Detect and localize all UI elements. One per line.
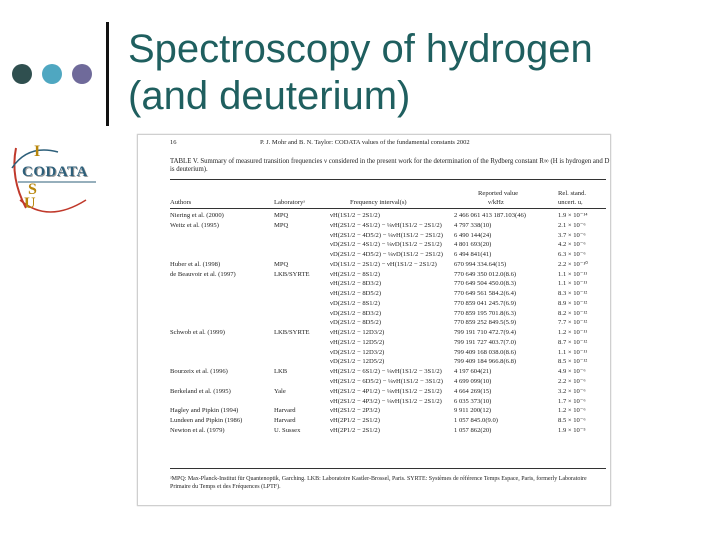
cell-value: 4 197 604(21) <box>454 368 492 376</box>
cell-value: 799 191 727 403.7(7.0) <box>454 338 517 346</box>
table-row <box>170 211 606 221</box>
cell-laboratory: LKB/SYRTE <box>274 270 310 278</box>
cell-authors: Niering et al. (2000) <box>170 212 224 219</box>
table-row <box>170 377 606 387</box>
cell-uncertainty: 8.9 × 10⁻¹² <box>558 299 588 307</box>
cell-frequency: νD(2S1/2 − 4S1/2) − ¼νD(1S1/2 − 2S1/2) <box>330 241 442 249</box>
table-row <box>170 426 606 436</box>
cell-frequency: νD(2S1/2 − 4D5/2) − ¼νD(1S1/2 − 2S1/2) <box>330 251 443 259</box>
cell-value: 1 057 845.0(9.0) <box>454 417 498 425</box>
cell-value: 6 494 841(41) <box>454 251 492 259</box>
cell-value: 670 994 334.64(15) <box>454 260 507 268</box>
cell-laboratory: MPQ <box>274 221 289 229</box>
table-bottom-rule <box>170 468 606 469</box>
table-caption: TABLE V. Summary of measured transition frequencies ν considered in the present work for the determination of the Rydberg constant R∞ (H is hydrogen and D is deuterium). <box>170 158 610 174</box>
header-uncert-line2: uncert. uᵣ <box>558 199 583 206</box>
cell-authors: Lundeen and Pipkin (1986) <box>170 417 243 425</box>
cell-value: 4 797 338(10) <box>454 221 492 229</box>
cell-authors: Hagley and Pipkin (1994) <box>170 407 239 415</box>
table-row <box>170 270 606 280</box>
cell-frequency: νD(2S1/2 − 8D3/2) <box>330 309 382 317</box>
cell-value: 9 911 200(12) <box>454 407 492 415</box>
header-laboratory: Laboratoryᵃ <box>274 199 306 206</box>
cell-uncertainty: 7.7 × 10⁻¹² <box>558 319 588 327</box>
cell-authors: Newton et al. (1979) <box>170 426 225 434</box>
cell-uncertainty: 1.7 × 10⁻⁶ <box>558 397 586 405</box>
table-row <box>170 221 606 231</box>
cell-value: 6 035 373(10) <box>454 397 492 405</box>
header-value-line1: Reported value <box>478 190 519 197</box>
cell-authors: Huber et al. (1998) <box>170 260 221 268</box>
logo-letter-u: U <box>24 195 36 212</box>
cell-laboratory: MPQ <box>274 212 289 219</box>
cell-laboratory: LKB/SYRTE <box>274 329 310 337</box>
dot-dark <box>12 64 32 84</box>
cell-uncertainty: 4.2 × 10⁻⁶ <box>558 241 586 249</box>
cell-value: 770 649 561 584.2(6.4) <box>454 290 517 298</box>
cell-value: 799 409 184 966.8(6.8) <box>454 358 517 366</box>
cell-authors: Bourzeix et al. (1996) <box>170 368 228 376</box>
table-row <box>170 348 606 358</box>
cell-uncertainty: 8.3 × 10⁻¹² <box>558 290 588 298</box>
table-row <box>170 299 606 309</box>
cell-frequency: νD(2S1/2 − 12D5/2) <box>330 358 385 366</box>
cell-uncertainty: 3.2 × 10⁻⁶ <box>558 387 586 395</box>
table-row <box>170 328 606 338</box>
cell-laboratory: Yale <box>274 387 286 395</box>
dot-teal <box>42 64 62 84</box>
cell-frequency: νH(2P1/2 − 2S1/2) <box>330 426 380 434</box>
cell-frequency: νH(2S1/2 − 12D3/2) <box>330 329 385 337</box>
cell-laboratory: LKB <box>274 368 288 376</box>
cell-value: 770 649 350 012.0(8.6) <box>454 270 517 278</box>
header-uncert-line1: Rel. stand. <box>558 190 587 197</box>
paper-page <box>137 134 611 506</box>
header-frequency: Frequency interval(s) <box>350 199 407 206</box>
table-row <box>170 250 606 260</box>
cell-uncertainty: 1.9 × 10⁻⁵ <box>558 426 586 434</box>
table-row <box>170 416 606 426</box>
cell-frequency: νH(2S1/2 − 2P3/2) <box>330 407 380 415</box>
table-footnote: ᵃMPQ: Max-Planck-Institut für Quantenoptik, Garching. LKB: Laboratoire Kastler-Brossel, Paris. SYRTE: Systèmes de référence Temps Espace, Paris, formerly Laboratoire Primaire du Temps et des Fréquences (LPTF). <box>170 476 587 490</box>
cell-uncertainty: 1.2 × 10⁻¹¹ <box>558 329 588 337</box>
table-header-rule <box>170 208 606 209</box>
cell-uncertainty: 1.1 × 10⁻¹¹ <box>558 280 588 288</box>
table-row <box>170 279 606 289</box>
table-row <box>170 406 606 416</box>
cell-uncertainty: 4.9 × 10⁻⁶ <box>558 368 586 376</box>
cell-uncertainty: 2.2 × 10⁻¹⁰ <box>558 260 588 268</box>
cell-frequency: νD(2S1/2 − 12D3/2) <box>330 348 385 356</box>
title-divider <box>106 22 109 126</box>
cell-uncertainty: 8.7 × 10⁻¹² <box>558 338 588 346</box>
cell-value: 799 191 710 472.7(9.4) <box>454 329 517 337</box>
cell-value: 770 859 041 245.7(6.9) <box>454 299 517 307</box>
table-top-rule <box>170 179 606 180</box>
table-row <box>170 240 606 250</box>
cell-frequency: νH(1S1/2 − 2S1/2) <box>330 212 380 219</box>
cell-frequency: νH(2S1/2 − 4D5/2) − ¼νH(1S1/2 − 2S1/2) <box>330 231 443 239</box>
cell-frequency: νH(2S1/2 − 6S1/2) − ¼νH(1S1/2 − 3S1/2) <box>330 368 442 376</box>
cell-authors: de Beauvoir et al. (1997) <box>170 270 236 278</box>
cell-laboratory: U. Sussex <box>274 426 301 434</box>
cell-value: 4 699 099(10) <box>454 378 492 386</box>
cell-uncertainty: 1.2 × 10⁻⁶ <box>558 407 586 415</box>
cell-value: 770 649 504 450.0(8.3) <box>454 280 517 288</box>
cell-frequency: νD(2S1/2 − 8D5/2) <box>330 319 382 327</box>
cell-value: 6 490 144(24) <box>454 231 492 239</box>
header-value-line2: ν/kHz <box>488 199 504 206</box>
table-row <box>170 289 606 299</box>
table-row <box>170 367 606 377</box>
table-row <box>170 397 606 407</box>
cell-frequency: νH(2S1/2 − 4P1/2) − ¼νH(1S1/2 − 2S1/2) <box>330 387 442 395</box>
bullet-dots <box>12 64 96 86</box>
cell-frequency: νH(2S1/2 − 4P3/2) − ¼νH(1S1/2 − 2S1/2) <box>330 397 442 405</box>
cell-frequency: νH(2S1/2 − 12D5/2) <box>330 338 385 346</box>
cell-uncertainty: 8.5 × 10⁻⁶ <box>558 417 586 425</box>
cell-value: 1 057 862(20) <box>454 426 492 434</box>
cell-frequency: νH(2P1/2 − 2S1/2) <box>330 417 380 425</box>
cell-authors: Schwob et al. (1999) <box>170 329 225 337</box>
cell-value: 4 801 693(20) <box>454 241 492 249</box>
cell-frequency: νH(2S1/2 − 6D5/2) − ¼νH(1S1/2 − 3S1/2) <box>330 378 443 386</box>
table-body <box>170 211 606 436</box>
cell-frequency: νD(1S1/2 − 2S1/2) − νH(1S1/2 − 2S1/2) <box>330 260 437 268</box>
cell-laboratory: Harvard <box>274 417 296 425</box>
cell-uncertainty: 3.7 × 10⁻⁶ <box>558 231 586 239</box>
cell-frequency: νD(2S1/2 − 8S1/2) <box>330 299 380 307</box>
cell-laboratory: MPQ <box>274 260 289 268</box>
logo-codata-text: CODATA <box>22 164 88 180</box>
table-row <box>170 387 606 397</box>
cell-frequency: νH(2S1/2 − 4S1/2) − ¼νH(1S1/2 − 2S1/2) <box>330 221 442 229</box>
cell-laboratory: Harvard <box>274 407 296 415</box>
table-row <box>170 318 606 328</box>
table-row <box>170 357 606 367</box>
codata-logo-icon <box>8 138 108 238</box>
cell-uncertainty: 1.1 × 10⁻¹¹ <box>558 270 588 278</box>
cell-uncertainty: 6.3 × 10⁻⁶ <box>558 251 586 259</box>
cell-frequency: νH(2S1/2 − 8D5/2) <box>330 290 382 298</box>
logo-letter-s: S <box>28 181 37 198</box>
table-row <box>170 309 606 319</box>
dot-purple <box>72 64 92 84</box>
cell-uncertainty: 2.1 × 10⁻⁶ <box>558 221 586 229</box>
cell-frequency: νH(2S1/2 − 8D3/2) <box>330 280 382 288</box>
cell-uncertainty: 1.1 × 10⁻¹¹ <box>558 348 588 356</box>
cell-authors: Berkeland et al. (1995) <box>170 387 231 395</box>
running-title: P. J. Mohr and B. N. Taylor: CODATA values of the fundamental constants 2002 <box>260 139 470 146</box>
cell-uncertainty: 1.9 × 10⁻¹⁴ <box>558 212 588 219</box>
slide-title-line2: (and deuterium) <box>128 74 411 118</box>
cell-value: 2 466 061 413 187.103(46) <box>454 212 526 219</box>
cell-value: 4 664 269(15) <box>454 387 492 395</box>
cell-uncertainty: 2.2 × 10⁻⁶ <box>558 378 586 386</box>
cell-uncertainty: 8.2 × 10⁻¹² <box>558 309 588 317</box>
cell-value: 770 859 252 849.5(5.9) <box>454 319 517 327</box>
cell-value: 770 859 195 701.8(6.3) <box>454 309 517 317</box>
cell-frequency: νH(2S1/2 − 8S1/2) <box>330 270 380 278</box>
cell-value: 799 409 168 038.0(8.6) <box>454 348 517 356</box>
slide-title <box>128 26 708 120</box>
table-row <box>170 338 606 348</box>
header-authors: Authors <box>170 199 192 206</box>
codata-logo <box>8 138 108 238</box>
slide-title-line1: Spectroscopy of hydrogen <box>128 27 593 71</box>
logo-letter-i: I <box>34 143 41 160</box>
page-number: 16 <box>170 139 177 146</box>
table-row <box>170 260 606 270</box>
cell-authors: Weitz et al. (1995) <box>170 221 219 229</box>
cell-uncertainty: 8.5 × 10⁻¹² <box>558 358 588 366</box>
table-row <box>170 231 606 241</box>
